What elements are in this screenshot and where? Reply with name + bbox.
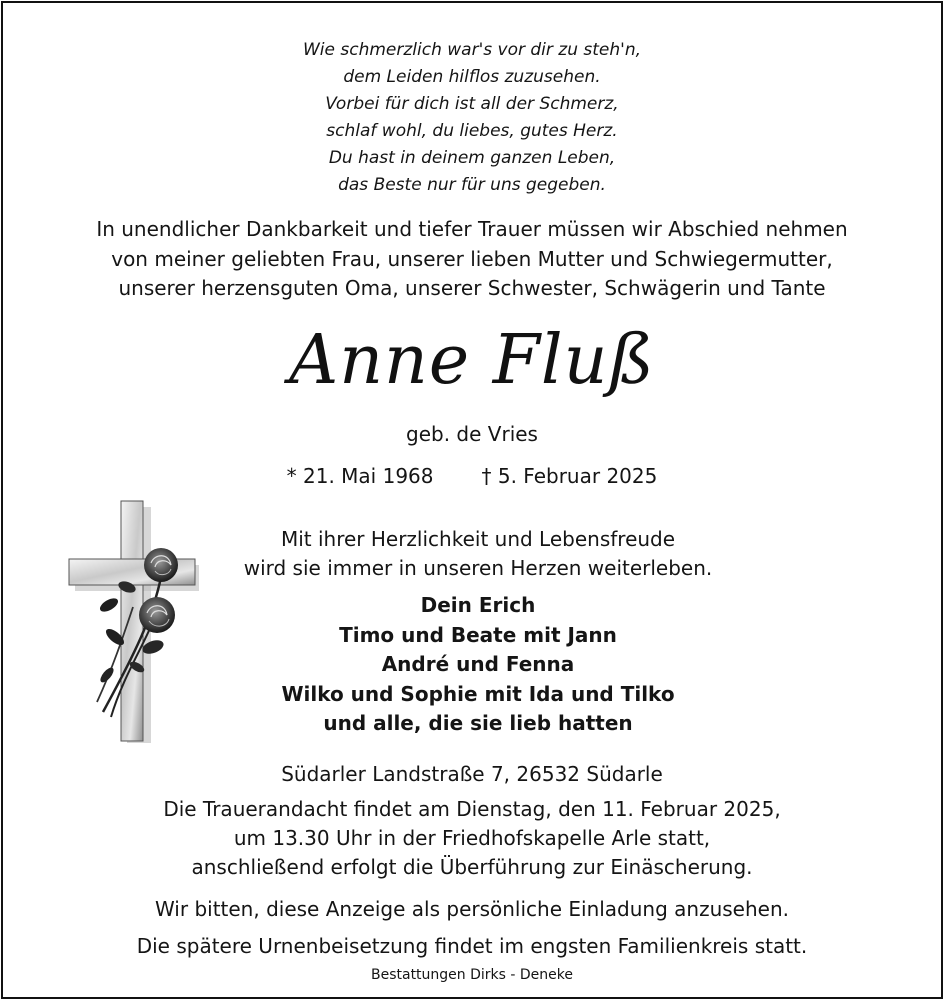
service-details: [3, 795, 941, 882]
quote-line: wird sie immer in unseren Herzen weiterleben.: [243, 556, 713, 580]
poem-line: dem Leiden hilflos zuzusehen.: [343, 67, 601, 87]
service-line: Die Trauerandacht findet am Dienstag, den 11. Februar 2025,: [163, 797, 781, 821]
quote-line: Mit ihrer Herzlichkeit und Lebensfreude: [280, 527, 676, 551]
poem-line: Vorbei für dich ist all der Schmerz,: [325, 94, 619, 114]
urn-burial-note: Die spätere Urnenbeisetzung findet im engsten Familienkreis statt.: [136, 934, 808, 958]
mourners-list: [113, 591, 843, 739]
obituary-notice: [1, 1, 943, 999]
poem-line: schlaf wohl, du liebes, gutes Herz.: [326, 121, 618, 141]
birth-date: * 21. Mai 1968: [286, 464, 434, 488]
life-dates: [3, 463, 941, 489]
service-line: anschließend erfolgt die Überführung zur Einäscherung.: [191, 855, 753, 879]
poem: [3, 37, 941, 199]
birth-name: geb. de Vries: [406, 422, 538, 446]
intro-line: von meiner geliebten Frau, unserer lieben Mutter und Schwiegermutter,: [111, 246, 833, 271]
poem-line: Du hast in deinem ganzen Leben,: [328, 148, 616, 168]
mourner: und alle, die sie lieb hatten: [323, 711, 633, 735]
mourner: Timo und Beate mit Jann: [339, 622, 617, 647]
intro-line: unserer herzensguten Oma, unserer Schwester, Schwägerin und Tante: [118, 276, 826, 300]
mourner: Wilko und Sophie mit Ida und Tilko: [281, 681, 675, 706]
invitation-note: Wir bitten, diese Anzeige als persönliche Einladung anzusehen.: [154, 897, 790, 921]
poem-line: das Beste nur für uns gegeben.: [338, 175, 606, 195]
mourner: Dein Erich: [420, 593, 536, 617]
service-line: um 13.30 Uhr in der Friedhofskapelle Arle statt,: [233, 826, 711, 850]
intro-text: [3, 215, 941, 304]
intro-line: In unendlicher Dankbarkeit und tiefer Trauer müssen wir Abschied nehmen: [96, 217, 848, 241]
undertaker-credit: Bestattungen Dirks - Deneke: [370, 967, 573, 983]
death-date: † 5. Februar 2025: [481, 464, 658, 488]
family-address: Südarler Landstraße 7, 26532 Südarle: [281, 762, 663, 786]
mourner: André und Fenna: [381, 652, 575, 676]
poem-line: Wie schmerzlich war's vor dir zu steh'n,: [303, 40, 641, 60]
memorial-quote: [113, 525, 843, 583]
deceased-name: Anne Fluß: [289, 321, 655, 400]
